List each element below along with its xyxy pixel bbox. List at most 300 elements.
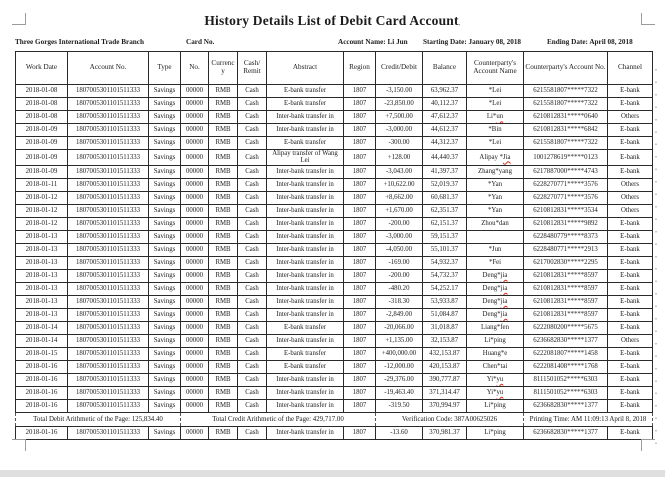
cell-amount: -4,050.00 <box>376 243 423 256</box>
cell-channel: E-bank <box>608 98 653 111</box>
cell-amount: -3,043.00 <box>376 165 423 178</box>
cell-channel: E-bank <box>608 386 653 399</box>
cell-cash_remit: Cash <box>238 269 267 282</box>
cell-cp_account: 6236682830*****1377 <box>524 426 608 439</box>
counterparty-name: *Fei <box>488 259 502 267</box>
table-row <box>16 85 653 98</box>
table-row <box>16 111 653 124</box>
table-row <box>16 243 653 256</box>
cell-account: 1807005301101511333 <box>68 386 149 399</box>
column-header: Counterparty's Account No. <box>524 52 608 85</box>
cell-abstract: Inter-bank transfer in <box>267 178 344 191</box>
cell-balance: 63,962.37 <box>423 85 467 98</box>
cell-date: 2018-01-14 <box>16 321 68 334</box>
cell-cash_remit: Cash <box>238 243 267 256</box>
cell-abstract: Inter-bank transfer in <box>267 295 344 308</box>
cell-account: 1807005301101511333 <box>68 360 149 373</box>
cell-cp_account: 6215581807*****7322 <box>524 85 608 98</box>
cell-abstract: Inter-bank transfer in <box>267 191 344 204</box>
counterparty-name: *Lei <box>488 87 502 95</box>
cell-abstract: Inter-bank transfer in <box>267 204 344 217</box>
totals-cell: Printing Time: AM 11:09:13 April 8, 2018 <box>524 412 653 426</box>
cell-amount: -2,849.00 <box>376 308 423 321</box>
cell-cp_account: 6210812831*****8597 <box>524 269 608 282</box>
counterparty-name: Deng* <box>482 285 501 293</box>
counterparty-name: Yi* <box>486 389 497 397</box>
counterparty-name: *Jun <box>488 246 502 254</box>
cell-channel: E-bank <box>608 217 653 230</box>
cell-abstract: Inter-bank transfer in <box>267 230 344 243</box>
table-row <box>16 191 653 204</box>
cell-abstract: Inter-bank transfer in <box>267 111 344 124</box>
cell-type: Savings <box>149 124 181 137</box>
cell-cp_account: 6228480771*****2913 <box>524 243 608 256</box>
cell-channel: E-bank <box>608 308 653 321</box>
cell-currency: RMB <box>209 85 238 98</box>
cell-channel: E-bank <box>608 399 653 412</box>
cell-region: 1807 <box>344 426 376 439</box>
cell-date: 2018-01-15 <box>16 347 68 360</box>
cell-date: 2018-01-12 <box>16 217 68 230</box>
cell-channel: E-bank <box>608 360 653 373</box>
cell-account: 1807005301101511333 <box>68 98 149 111</box>
cell-channel: E-bank <box>608 137 653 150</box>
cell-amount: +128.00 <box>376 150 423 166</box>
cell-channel: E-bank <box>608 230 653 243</box>
cell-channel: E-bank <box>608 85 653 98</box>
column-header: Account No. <box>68 52 149 85</box>
cell-no: 00000 <box>181 426 209 439</box>
cell-region: 1807 <box>344 256 376 269</box>
cell-cp_account: 6210812831*****0640 <box>524 111 608 124</box>
cell-account: 1807005301101511333 <box>68 150 149 166</box>
cell-cp_name <box>467 295 524 308</box>
cell-cp_account: 6210812831*****8597 <box>524 282 608 295</box>
cell-currency: RMB <box>209 230 238 243</box>
cell-date: 2018-01-12 <box>16 191 68 204</box>
crop-mark-top-right <box>641 13 655 25</box>
counterparty-name-misspell-mark: jia <box>500 285 508 293</box>
cell-type: Savings <box>149 386 181 399</box>
cell-cp_account: 6222080200*****5675 <box>524 321 608 334</box>
counterparty-name: Li*ping <box>484 402 506 410</box>
table-row <box>16 269 653 282</box>
cell-cp_name <box>467 230 524 243</box>
cell-cp_name <box>467 98 524 111</box>
cell-type: Savings <box>149 308 181 321</box>
cell-no: 00000 <box>181 399 209 412</box>
cell-abstract: Inter-bank transfer in <box>267 386 344 399</box>
counterparty-name: Liang*fen <box>481 324 509 332</box>
crop-mark-top-left <box>12 13 26 25</box>
crop-mark-bottom-left <box>12 439 26 451</box>
cell-currency: RMB <box>209 347 238 360</box>
cell-cp_name <box>467 321 524 334</box>
cell-type: Savings <box>149 321 181 334</box>
counterparty-name-misspell-mark: jia <box>500 311 508 319</box>
cell-account: 1807005301101511333 <box>68 295 149 308</box>
cell-currency: RMB <box>209 360 238 373</box>
column-header: Cash/ Remit <box>238 52 267 85</box>
cell-amount: -23,850.00 <box>376 98 423 111</box>
cell-no: 00000 <box>181 243 209 256</box>
cell-balance: 370,981.37 <box>423 426 467 439</box>
cell-account: 1807005301101511333 <box>68 282 149 295</box>
totals-cell: Verification Code: 387A00625026 <box>376 412 524 426</box>
cell-region: 1807 <box>344 98 376 111</box>
cell-cash_remit: Cash <box>238 98 267 111</box>
column-header: Credit/Debit <box>376 52 423 85</box>
cell-balance: 60,681.37 <box>423 191 467 204</box>
table-row <box>16 98 653 111</box>
cell-currency: RMB <box>209 399 238 412</box>
starting-date: Starting Date: January 08, 2018 <box>423 38 522 46</box>
cell-abstract: Inter-bank transfer in <box>267 165 344 178</box>
cell-region: 1807 <box>344 282 376 295</box>
cell-date: 2018-01-08 <box>16 85 68 98</box>
cell-currency: RMB <box>209 124 238 137</box>
card-no-label: Card No. <box>186 38 215 46</box>
cell-currency: RMB <box>209 282 238 295</box>
cell-no: 00000 <box>181 386 209 399</box>
cell-date: 2018-01-13 <box>16 243 68 256</box>
cell-type: Savings <box>149 217 181 230</box>
cell-no: 00000 <box>181 308 209 321</box>
cell-account: 1807005301101511333 <box>68 321 149 334</box>
cell-amount: +400,000.00 <box>376 347 423 360</box>
cell-region: 1807 <box>344 85 376 98</box>
cell-channel: E-bank <box>608 282 653 295</box>
cell-date: 2018-01-08 <box>16 98 68 111</box>
table-row <box>16 217 653 230</box>
cell-balance: 44,440.37 <box>423 150 467 166</box>
cell-balance: 44,612.37 <box>423 124 467 137</box>
cell-abstract: Inter-bank transfer in <box>267 334 344 347</box>
cell-no: 00000 <box>181 165 209 178</box>
counterparty-name: Alipay * <box>479 153 504 161</box>
cell-channel: E-bank <box>608 295 653 308</box>
cell-cp_name <box>467 111 524 124</box>
cell-region: 1807 <box>344 204 376 217</box>
table-row <box>16 308 653 321</box>
cell-date: 2018-01-09 <box>16 165 68 178</box>
cell-region: 1807 <box>344 137 376 150</box>
cell-abstract: E-bank transfer <box>267 321 344 334</box>
cell-region: 1807 <box>344 399 376 412</box>
table-row <box>16 150 653 166</box>
cell-channel: E-bank <box>608 321 653 334</box>
table-row <box>16 282 653 295</box>
cell-cp_name <box>467 178 524 191</box>
cell-abstract: E-bank transfer <box>267 137 344 150</box>
cell-cash_remit: Cash <box>238 150 267 166</box>
counterparty-name: Zhang*yang <box>478 168 512 176</box>
cell-balance: 432,153.87 <box>423 347 467 360</box>
cell-cash_remit: Cash <box>238 111 267 124</box>
cell-no: 00000 <box>181 295 209 308</box>
cell-amount: +10,622.00 <box>376 178 423 191</box>
cell-channel: Others <box>608 204 653 217</box>
crop-mark-bottom-right <box>641 439 655 451</box>
cell-cp_account: 6228480779*****8373 <box>524 230 608 243</box>
cell-cp_name <box>467 269 524 282</box>
cell-cp_account: 6228270771*****3576 <box>524 191 608 204</box>
cell-account: 1807005301101511333 <box>68 191 149 204</box>
cell-type: Savings <box>149 269 181 282</box>
counterparty-name: Deng* <box>482 298 501 306</box>
counterparty-name: Deng* <box>482 272 501 280</box>
cell-type: Savings <box>149 243 181 256</box>
cell-amount: -13.60 <box>376 426 423 439</box>
cell-abstract: Inter-bank transfer in <box>267 217 344 230</box>
cell-cp_account: 6215581807*****7322 <box>524 137 608 150</box>
cell-date: 2018-01-16 <box>16 426 68 439</box>
cell-region: 1807 <box>344 269 376 282</box>
cell-balance: 54,732.37 <box>423 269 467 282</box>
ending-date: Ending Date: April 08, 2018 <box>547 38 633 46</box>
column-header: Type <box>149 52 181 85</box>
cell-type: Savings <box>149 282 181 295</box>
cell-type: Savings <box>149 426 181 439</box>
totals-cell: Total Debit Arithmetic of the Page: 125,834.40 <box>16 412 181 426</box>
cell-type: Savings <box>149 85 181 98</box>
cell-account: 1807005301101511333 <box>68 111 149 124</box>
table-row <box>16 295 653 308</box>
cell-account: 1807005301101511333 <box>68 217 149 230</box>
cell-region: 1807 <box>344 334 376 347</box>
cell-currency: RMB <box>209 165 238 178</box>
cell-cp_account: 6222081408*****1768 <box>524 360 608 373</box>
cell-type: Savings <box>149 230 181 243</box>
cell-balance: 390,777.87 <box>423 373 467 386</box>
cell-abstract: Inter-bank transfer in <box>267 282 344 295</box>
cell-currency: RMB <box>209 373 238 386</box>
column-header: Counterparty's Account Name <box>467 52 524 85</box>
cell-type: Savings <box>149 98 181 111</box>
counterparty-name: Huang*e <box>482 350 508 358</box>
cell-account: 1807005301101511333 <box>68 347 149 360</box>
cell-region: 1807 <box>344 178 376 191</box>
account-name: Account Name: Li Jun <box>338 38 408 46</box>
cell-cp_account: 6210812831*****3534 <box>524 204 608 217</box>
cell-currency: RMB <box>209 137 238 150</box>
cell-abstract: Inter-bank transfer in <box>267 373 344 386</box>
cell-cash_remit: Cash <box>238 217 267 230</box>
cell-cash_remit: Cash <box>238 308 267 321</box>
counterparty-name: *Yan <box>487 207 503 215</box>
cell-cash_remit: Cash <box>238 165 267 178</box>
cell-amount: -3,150.00 <box>376 85 423 98</box>
cell-no: 00000 <box>181 137 209 150</box>
cell-amount: -169.00 <box>376 256 423 269</box>
cell-amount: -3,000.00 <box>376 124 423 137</box>
cell-cp_name <box>467 204 524 217</box>
cell-no: 00000 <box>181 150 209 166</box>
cell-abstract: Inter-bank transfer in <box>267 426 344 439</box>
cell-currency: RMB <box>209 178 238 191</box>
cell-channel: Others <box>608 334 653 347</box>
cell-type: Savings <box>149 399 181 412</box>
counterparty-name: Chen*tai <box>482 363 508 371</box>
cell-amount: -318.30 <box>376 295 423 308</box>
cell-cash_remit: Cash <box>238 399 267 412</box>
cell-cp_account: 8111501052*****6303 <box>524 373 608 386</box>
table-row <box>16 256 653 269</box>
cell-region: 1807 <box>344 386 376 399</box>
cell-type: Savings <box>149 137 181 150</box>
cell-abstract: E-bank transfer <box>267 347 344 360</box>
cell-cp_account: 6222081807*****1458 <box>524 347 608 360</box>
cell-cp_name <box>467 334 524 347</box>
cell-type: Savings <box>149 191 181 204</box>
cell-cp_name <box>467 243 524 256</box>
cell-currency: RMB <box>209 204 238 217</box>
cell-cp_account: 6210812831*****9892 <box>524 217 608 230</box>
counterparty-name-misspell-mark: jia <box>500 272 508 280</box>
cell-abstract: Inter-bank transfer in <box>267 243 344 256</box>
cell-cp_name <box>467 282 524 295</box>
cell-date: 2018-01-08 <box>16 111 68 124</box>
cell-type: Savings <box>149 111 181 124</box>
cell-cash_remit: Cash <box>238 334 267 347</box>
cell-no: 00000 <box>181 321 209 334</box>
counterparty-name: Deng* <box>482 311 501 319</box>
cell-cash_remit: Cash <box>238 295 267 308</box>
cell-no: 00000 <box>181 85 209 98</box>
cell-account: 1807005301101511333 <box>68 85 149 98</box>
column-header: Work Date <box>16 52 68 85</box>
cell-cp_account: 6210812831*****8597 <box>524 295 608 308</box>
cell-cash_remit: Cash <box>238 373 267 386</box>
counterparty-name-misspell-mark: yu <box>496 376 504 384</box>
cell-no: 00000 <box>181 373 209 386</box>
cell-balance: 32,153.87 <box>423 334 467 347</box>
history-table <box>15 51 653 440</box>
cell-cp_account: 6210812831*****6842 <box>524 124 608 137</box>
cell-cash_remit: Cash <box>238 191 267 204</box>
cell-currency: RMB <box>209 150 238 166</box>
cell-amount: +1,135.00 <box>376 334 423 347</box>
cell-region: 1807 <box>344 373 376 386</box>
cell-cp_name <box>467 308 524 321</box>
cell-no: 00000 <box>181 256 209 269</box>
column-header: Channel <box>608 52 653 85</box>
cell-balance: 62,351.37 <box>423 204 467 217</box>
cell-cp_account: 6236682830*****1377 <box>524 334 608 347</box>
cell-balance: 40,112.37 <box>423 98 467 111</box>
cell-region: 1807 <box>344 243 376 256</box>
row-end-paragraph-marks <box>655 69 657 447</box>
cell-no: 00000 <box>181 124 209 137</box>
cell-channel: Others <box>608 191 653 204</box>
cell-date: 2018-01-13 <box>16 282 68 295</box>
cell-date: 2018-01-09 <box>16 137 68 150</box>
counterparty-name-misspell-mark: jia <box>500 298 508 306</box>
counterparty-name: *Lei <box>488 100 502 108</box>
cell-currency: RMB <box>209 321 238 334</box>
cell-region: 1807 <box>344 321 376 334</box>
cell-region: 1807 <box>344 347 376 360</box>
branch-name: Three Gorges International Trade Branch <box>15 38 144 46</box>
cell-account: 1807005301101511333 <box>68 230 149 243</box>
cell-currency: RMB <box>209 386 238 399</box>
table-row <box>16 373 653 386</box>
cell-cash_remit: Cash <box>238 386 267 399</box>
cell-region: 1807 <box>344 111 376 124</box>
cell-date: 2018-01-16 <box>16 386 68 399</box>
cell-cp_account: 6228270771*****3576 <box>524 178 608 191</box>
cell-no: 00000 <box>181 269 209 282</box>
cell-cash_remit: Cash <box>238 282 267 295</box>
cell-type: Savings <box>149 256 181 269</box>
column-header: Region <box>344 52 376 85</box>
cell-cp_name <box>467 256 524 269</box>
table-row <box>16 165 653 178</box>
cell-abstract: Inter-bank transfer in <box>267 399 344 412</box>
cell-type: Savings <box>149 178 181 191</box>
cell-currency: RMB <box>209 308 238 321</box>
cell-type: Savings <box>149 360 181 373</box>
cell-balance: 51,084.87 <box>423 308 467 321</box>
cell-amount: -200.00 <box>376 217 423 230</box>
cell-account: 1807005301101511333 <box>68 256 149 269</box>
cell-no: 00000 <box>181 217 209 230</box>
cell-balance: 62,151.37 <box>423 217 467 230</box>
cell-account: 1807005301101511333 <box>68 243 149 256</box>
cell-channel: E-bank <box>608 426 653 439</box>
cell-channel: E-bank <box>608 165 653 178</box>
counterparty-name: Zhou*dan <box>481 220 509 228</box>
table-row <box>16 386 653 399</box>
meta-row <box>0 38 665 50</box>
cell-amount: -20,066.00 <box>376 321 423 334</box>
cell-amount: -29,376.00 <box>376 373 423 386</box>
cell-amount: +1,670.00 <box>376 204 423 217</box>
totals-row <box>16 412 653 426</box>
cell-account: 1807005301101511333 <box>68 426 149 439</box>
cell-type: Savings <box>149 165 181 178</box>
cell-region: 1807 <box>344 308 376 321</box>
cell-cp_name <box>467 217 524 230</box>
cell-channel: E-bank <box>608 256 653 269</box>
cell-no: 00000 <box>181 111 209 124</box>
cell-channel: E-bank <box>608 124 653 137</box>
cell-no: 00000 <box>181 360 209 373</box>
cell-cash_remit: Cash <box>238 426 267 439</box>
cell-cp_name <box>467 124 524 137</box>
table-row <box>16 334 653 347</box>
table-row <box>16 137 653 150</box>
cell-no: 00000 <box>181 98 209 111</box>
table-header <box>16 52 653 85</box>
cell-no: 00000 <box>181 282 209 295</box>
title-trailing-mark: , <box>458 19 461 27</box>
cell-cp_name <box>467 399 524 412</box>
cell-cp_name <box>467 426 524 439</box>
cell-account: 1807005301101511333 <box>68 204 149 217</box>
cell-date: 2018-01-16 <box>16 373 68 386</box>
column-header: Abstract <box>267 52 344 85</box>
cell-cp_name <box>467 373 524 386</box>
page-title <box>0 13 665 29</box>
cell-channel: Others <box>608 111 653 124</box>
cell-cp_account: 1001278619*****0123 <box>524 150 608 166</box>
cell-abstract: Alipay transfer of Wang Lei <box>267 150 344 166</box>
cell-date: 2018-01-16 <box>16 399 68 412</box>
cell-cash_remit: Cash <box>238 124 267 137</box>
cell-cp_account: 6217887000*****4743 <box>524 165 608 178</box>
cell-cash_remit: Cash <box>238 178 267 191</box>
